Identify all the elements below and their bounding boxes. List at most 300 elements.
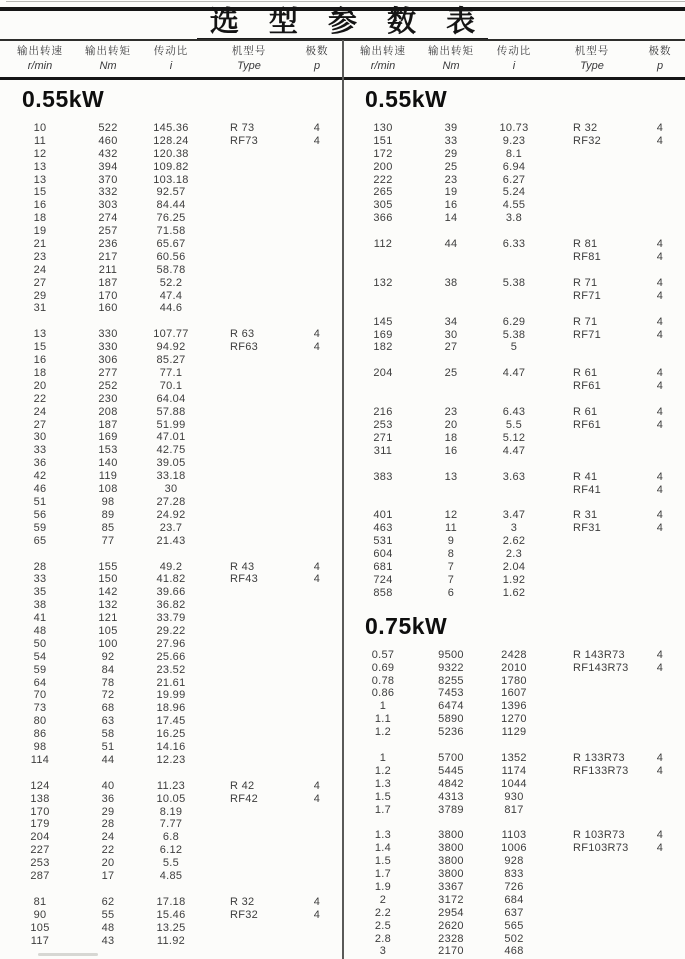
table-row [0, 677, 342, 690]
cell-speed: 366 [373, 212, 393, 225]
cell-torque: 5445 [438, 764, 464, 777]
cell-speed: 2.5 [374, 919, 392, 932]
cell-ratio: 637 [504, 906, 524, 919]
cell-type: RF63 [230, 341, 259, 354]
cell-torque: 105 [98, 624, 118, 637]
cell-torque: 140 [98, 457, 118, 470]
cell-type: R 32 [230, 895, 255, 908]
table-row [0, 806, 342, 819]
cell-ratio: 47.4 [159, 289, 183, 302]
cell-ratio: 502 [504, 932, 524, 945]
cell-type: R 103R73 [573, 829, 625, 842]
cell-torque: 211 [98, 263, 118, 276]
cell-speed: 13 [33, 328, 47, 341]
cell-ratio: 103.18 [153, 173, 189, 186]
cell-ratio: 5 [510, 341, 518, 354]
cell-speed: 38 [33, 599, 47, 612]
cell-torque: 303 [98, 199, 118, 212]
cell-type: RF32 [230, 908, 259, 921]
table-row [0, 896, 342, 909]
cell-torque: 277 [98, 367, 118, 380]
cell-speed: 401 [373, 509, 393, 522]
cell-poles: 4 [656, 483, 664, 496]
cell-speed: 0.57 [371, 648, 395, 661]
table-row [343, 548, 685, 561]
table-row [0, 857, 342, 870]
table-row [343, 290, 685, 303]
cell-ratio: 684 [504, 893, 524, 906]
cell-ratio: 70.1 [159, 379, 183, 392]
cell-speed: 1.1 [374, 713, 392, 726]
cell-torque: 44 [101, 753, 115, 766]
cell-type: R 143R73 [573, 648, 625, 661]
table-row [0, 290, 342, 303]
cell-ratio: 5.38 [502, 276, 526, 289]
cell-torque: 39 [444, 122, 458, 134]
cell-type: RF143R73 [573, 661, 629, 674]
table-row [0, 909, 342, 922]
cell-speed: 2.8 [374, 932, 392, 945]
cell-ratio: 3.8 [505, 212, 523, 225]
cell-torque: 306 [98, 354, 118, 367]
cell-torque: 3789 [438, 803, 464, 816]
table-row [343, 484, 685, 497]
cell-torque: 7453 [438, 687, 464, 700]
cell-speed: 30 [33, 431, 47, 444]
table-row [0, 780, 342, 793]
cell-speed: 1.7 [374, 868, 392, 881]
cell-type: R 61 [573, 367, 598, 380]
cell-type: R 43 [230, 560, 255, 573]
cell-type: R 81 [573, 238, 598, 251]
cell-speed: 265 [373, 186, 393, 199]
table-row [0, 380, 342, 393]
cell-poles: 4 [313, 895, 321, 908]
cell-torque: 23 [444, 406, 458, 419]
table-row [0, 818, 342, 831]
cell-torque: 12 [444, 509, 458, 522]
cell-torque: 98 [101, 495, 115, 508]
cell-poles: 4 [656, 522, 664, 535]
table-row [343, 174, 685, 187]
table-row [0, 599, 342, 612]
table-row [343, 135, 685, 148]
cell-torque: 6 [447, 586, 455, 599]
cell-torque: 150 [98, 573, 118, 586]
cell-type: R 32 [573, 122, 598, 134]
cell-torque: 252 [98, 379, 118, 392]
cell-speed: 227 [30, 844, 50, 857]
cell-ratio: 23.52 [156, 663, 186, 676]
table-row [0, 148, 342, 161]
cell-speed: 204 [373, 367, 393, 380]
header-unit: r/min [27, 60, 53, 72]
cell-speed: 0.69 [371, 661, 395, 674]
cell-speed: 24 [33, 263, 47, 276]
cell-torque: 36 [101, 792, 115, 805]
cell-torque: 257 [98, 225, 118, 238]
table-row [0, 328, 342, 341]
cell-ratio: 77.1 [159, 367, 183, 380]
cell-ratio: 24.92 [156, 508, 186, 521]
table-row [343, 432, 685, 445]
cell-speed: 65 [33, 534, 47, 547]
header-unit: Nm [442, 60, 460, 72]
cell-speed: 90 [33, 908, 47, 921]
cell-ratio: 14.16 [156, 740, 186, 753]
table-row [0, 535, 342, 548]
cell-speed: 182 [373, 341, 393, 354]
cell-ratio: 2.62 [502, 535, 526, 548]
cell-speed: 64 [33, 676, 47, 689]
column-header-speed [0, 44, 80, 76]
cell-torque: 3800 [438, 829, 464, 842]
model-block [343, 649, 685, 739]
table-row [343, 212, 685, 225]
cell-ratio: 4.85 [159, 869, 183, 882]
cell-torque: 160 [98, 302, 118, 315]
cell-torque: 2620 [438, 919, 464, 932]
table-row [0, 689, 342, 702]
cell-ratio: 2010 [501, 661, 527, 674]
cell-ratio: 11.23 [156, 779, 186, 792]
cell-ratio: 120.38 [153, 147, 189, 160]
table-row [0, 831, 342, 844]
cell-torque: 9500 [438, 648, 464, 661]
cell-ratio: 565 [504, 919, 524, 932]
cell-torque: 169 [98, 431, 118, 444]
cell-speed: 27 [33, 276, 47, 289]
cell-speed: 112 [373, 238, 393, 251]
cell-torque: 522 [98, 122, 118, 134]
cell-torque: 20 [444, 419, 458, 432]
table-row [343, 907, 685, 920]
cell-torque: 92 [101, 650, 115, 663]
cell-torque: 330 [98, 328, 118, 341]
cell-ratio: 65.67 [156, 238, 186, 251]
cell-ratio: 71.58 [156, 225, 186, 238]
table-row [0, 251, 342, 264]
cell-type: RF81 [573, 251, 602, 264]
header-label-zh: 机型号 [231, 45, 267, 57]
cell-poles: 4 [656, 509, 664, 522]
model-block [343, 367, 685, 393]
cell-ratio: 4.55 [502, 199, 526, 212]
model-block [0, 780, 342, 883]
cell-speed: 11 [33, 134, 47, 147]
cell-speed: 33 [33, 444, 47, 457]
table-row [0, 715, 342, 728]
cell-type: R 41 [573, 470, 598, 483]
cell-torque: 142 [98, 586, 118, 599]
cell-speed: 531 [373, 535, 393, 548]
cell-speed: 0.78 [371, 674, 395, 687]
cell-poles: 4 [656, 829, 664, 842]
cell-speed: 80 [33, 715, 47, 728]
cell-ratio: 8.19 [159, 805, 183, 818]
cell-ratio: 2.3 [505, 548, 523, 561]
cell-torque: 22 [101, 844, 115, 857]
cell-ratio: 2.04 [502, 561, 526, 574]
table-row [343, 316, 685, 329]
table-row [0, 135, 342, 148]
table-row [343, 587, 685, 600]
cell-poles: 4 [313, 908, 321, 921]
cell-ratio: 33.18 [156, 470, 186, 483]
cell-type: RF42 [230, 792, 259, 805]
cell-poles: 4 [656, 380, 664, 393]
cell-ratio: 6.27 [502, 173, 526, 186]
cell-torque: 5236 [438, 726, 464, 739]
cell-poles: 4 [656, 328, 664, 341]
cell-ratio: 33.79 [156, 612, 186, 625]
cell-ratio: 1352 [501, 751, 527, 764]
cell-torque: 55 [101, 908, 115, 921]
cell-ratio: 145.36 [153, 122, 189, 134]
cell-speed: 56 [33, 508, 47, 521]
cell-speed: 179 [30, 818, 50, 831]
cell-poles: 4 [656, 134, 664, 147]
cell-speed: 287 [30, 869, 50, 882]
cell-ratio: 27.96 [156, 637, 186, 650]
table-row [0, 844, 342, 857]
cell-ratio: 15.46 [156, 908, 186, 921]
cell-ratio: 3 [510, 522, 518, 535]
right-panel [343, 80, 685, 959]
cell-torque: 51 [101, 740, 115, 753]
cell-poles: 4 [656, 406, 664, 419]
cell-ratio: 64.04 [156, 392, 186, 405]
cell-torque: 119 [98, 470, 118, 483]
table-row [343, 778, 685, 791]
left-panel [0, 80, 342, 959]
cell-torque: 14 [444, 212, 458, 225]
cell-speed: 33 [33, 573, 47, 586]
cell-torque: 29 [101, 805, 115, 818]
cell-speed: 13 [33, 173, 47, 186]
table-row [0, 625, 342, 638]
table-row [343, 933, 685, 946]
cell-ratio: 21.43 [156, 534, 186, 547]
table-row [343, 687, 685, 700]
table-row [343, 894, 685, 907]
table-row [343, 522, 685, 535]
cell-speed: 16 [33, 199, 47, 212]
cell-speed: 0.86 [371, 687, 395, 700]
cell-torque: 108 [98, 483, 118, 496]
table-row [0, 651, 342, 664]
cell-torque: 208 [98, 405, 118, 418]
cell-ratio: 5.24 [502, 186, 526, 199]
table-row [0, 186, 342, 199]
cell-torque: 23 [444, 173, 458, 186]
cell-type: RF32 [573, 134, 602, 147]
cell-type: RF103R73 [573, 842, 629, 855]
cell-torque: 58 [101, 728, 115, 741]
table-row [343, 148, 685, 161]
table-row [343, 649, 685, 662]
table-row [0, 702, 342, 715]
header-label-zh: 传动比 [153, 45, 189, 57]
cell-ratio: 44.6 [159, 302, 183, 315]
cell-ratio: 5.5 [505, 419, 523, 432]
cell-speed: 1.9 [374, 880, 392, 893]
table-row [0, 225, 342, 238]
cell-speed: 2.2 [374, 906, 392, 919]
cell-ratio: 4.47 [502, 367, 526, 380]
cell-torque: 8 [447, 548, 455, 561]
table-row [343, 829, 685, 842]
header-unit: p [313, 60, 321, 72]
cell-speed: 51 [33, 495, 47, 508]
cell-speed: 138 [30, 792, 50, 805]
cell-poles: 4 [656, 122, 664, 134]
cell-speed: 383 [373, 470, 393, 483]
column-header-torque [423, 44, 479, 76]
cell-ratio: 128.24 [153, 134, 189, 147]
cell-ratio: 817 [504, 803, 524, 816]
cell-ratio: 6.33 [502, 238, 526, 251]
cell-torque: 13 [444, 470, 458, 483]
cell-torque: 4842 [438, 777, 464, 790]
cell-poles: 4 [313, 328, 321, 341]
header-unit: Nm [99, 60, 117, 72]
cell-ratio: 13.25 [156, 921, 186, 934]
table-row [0, 457, 342, 470]
cell-speed: 170 [30, 805, 50, 818]
cell-type: RF31 [573, 522, 602, 535]
cell-ratio: 6.43 [502, 406, 526, 419]
cell-ratio: 1.62 [502, 586, 526, 599]
cell-ratio: 19.99 [156, 689, 186, 702]
table-row [0, 393, 342, 406]
table-row [0, 586, 342, 599]
table-row [0, 754, 342, 767]
cell-torque: 33 [444, 134, 458, 147]
cell-type: R 71 [573, 276, 598, 289]
cell-torque: 3800 [438, 868, 464, 881]
table-row [0, 922, 342, 935]
cell-torque: 9 [447, 535, 455, 548]
table-row [0, 302, 342, 315]
cell-ratio: 52.2 [159, 276, 183, 289]
cell-ratio: 51.99 [156, 418, 186, 431]
table-row [343, 662, 685, 675]
cell-speed: 27 [33, 418, 47, 431]
table-row [343, 419, 685, 432]
header-label-zh: 输出转速 [17, 45, 63, 57]
cell-torque: 27 [444, 341, 458, 354]
cell-speed: 70 [33, 689, 47, 702]
section-heading: 0.55kW [365, 86, 448, 112]
header-unit: i [169, 60, 173, 72]
cell-speed: 13 [33, 160, 47, 173]
cell-poles: 4 [656, 289, 664, 302]
model-block [343, 752, 685, 816]
model-block [343, 122, 685, 225]
cell-speed: 29 [33, 289, 47, 302]
cell-ratio: 10.73 [499, 122, 529, 134]
table-row [0, 470, 342, 483]
cell-torque: 332 [98, 186, 118, 199]
table-row [0, 935, 342, 948]
cell-poles: 4 [656, 276, 664, 289]
cell-torque: 217 [98, 250, 118, 263]
cell-torque: 43 [101, 934, 115, 947]
cell-type: RF61 [573, 419, 602, 432]
cell-speed: 1 [379, 700, 387, 713]
table-row [0, 793, 342, 806]
cell-ratio: 30 [164, 483, 178, 496]
cell-torque: 330 [98, 341, 118, 354]
table-row [0, 354, 342, 367]
cell-ratio: 11.92 [156, 934, 186, 947]
cell-poles: 4 [313, 779, 321, 792]
cell-ratio: 2428 [501, 648, 527, 661]
cell-speed: 1.7 [374, 803, 392, 816]
table-row [0, 238, 342, 251]
cell-torque: 274 [98, 212, 118, 225]
column-header-ratio [136, 44, 206, 76]
cell-poles: 4 [656, 251, 664, 264]
cell-ratio: 107.77 [153, 328, 189, 341]
cell-poles: 4 [656, 419, 664, 432]
cell-speed: 105 [30, 921, 50, 934]
header-unit: p [656, 60, 664, 72]
cell-type: R 42 [230, 779, 255, 792]
cell-speed: 1.2 [374, 726, 392, 739]
scan-smudge [38, 953, 98, 956]
cell-poles: 4 [656, 842, 664, 855]
cell-torque: 18 [444, 431, 458, 444]
cell-speed: 130 [373, 122, 393, 134]
cell-poles: 4 [656, 367, 664, 380]
cell-poles: 4 [656, 470, 664, 483]
cell-torque: 100 [98, 637, 118, 650]
cell-speed: 204 [30, 831, 50, 844]
table-row [0, 406, 342, 419]
cell-torque: 236 [98, 238, 118, 251]
cell-ratio: 23.7 [159, 521, 183, 534]
cell-speed: 16 [33, 354, 47, 367]
cell-speed: 1.4 [374, 842, 392, 855]
cell-ratio: 17.45 [156, 715, 186, 728]
cell-ratio: 94.92 [156, 341, 186, 354]
model-block [0, 122, 342, 315]
cell-speed: 46 [33, 483, 47, 496]
table-row [343, 238, 685, 251]
cell-speed: 35 [33, 586, 47, 599]
cell-torque: 85 [101, 521, 115, 534]
cell-torque: 19 [444, 186, 458, 199]
cell-speed: 15 [33, 341, 47, 354]
table-row [343, 881, 685, 894]
cell-ratio: 5.38 [502, 328, 526, 341]
cell-poles: 4 [656, 661, 664, 674]
header-label-zh: 传动比 [496, 45, 532, 57]
cell-torque: 63 [101, 715, 115, 728]
cell-ratio: 5.5 [162, 857, 180, 870]
cell-torque: 20 [101, 857, 115, 870]
model-block [0, 896, 342, 948]
cell-ratio: 1174 [501, 764, 527, 777]
cell-torque: 6474 [438, 700, 464, 713]
cell-speed: 59 [33, 663, 47, 676]
cell-ratio: 49.2 [159, 560, 183, 573]
cell-speed: 21 [33, 238, 47, 251]
cell-torque: 3800 [438, 842, 464, 855]
cell-type: RF73 [230, 134, 259, 147]
